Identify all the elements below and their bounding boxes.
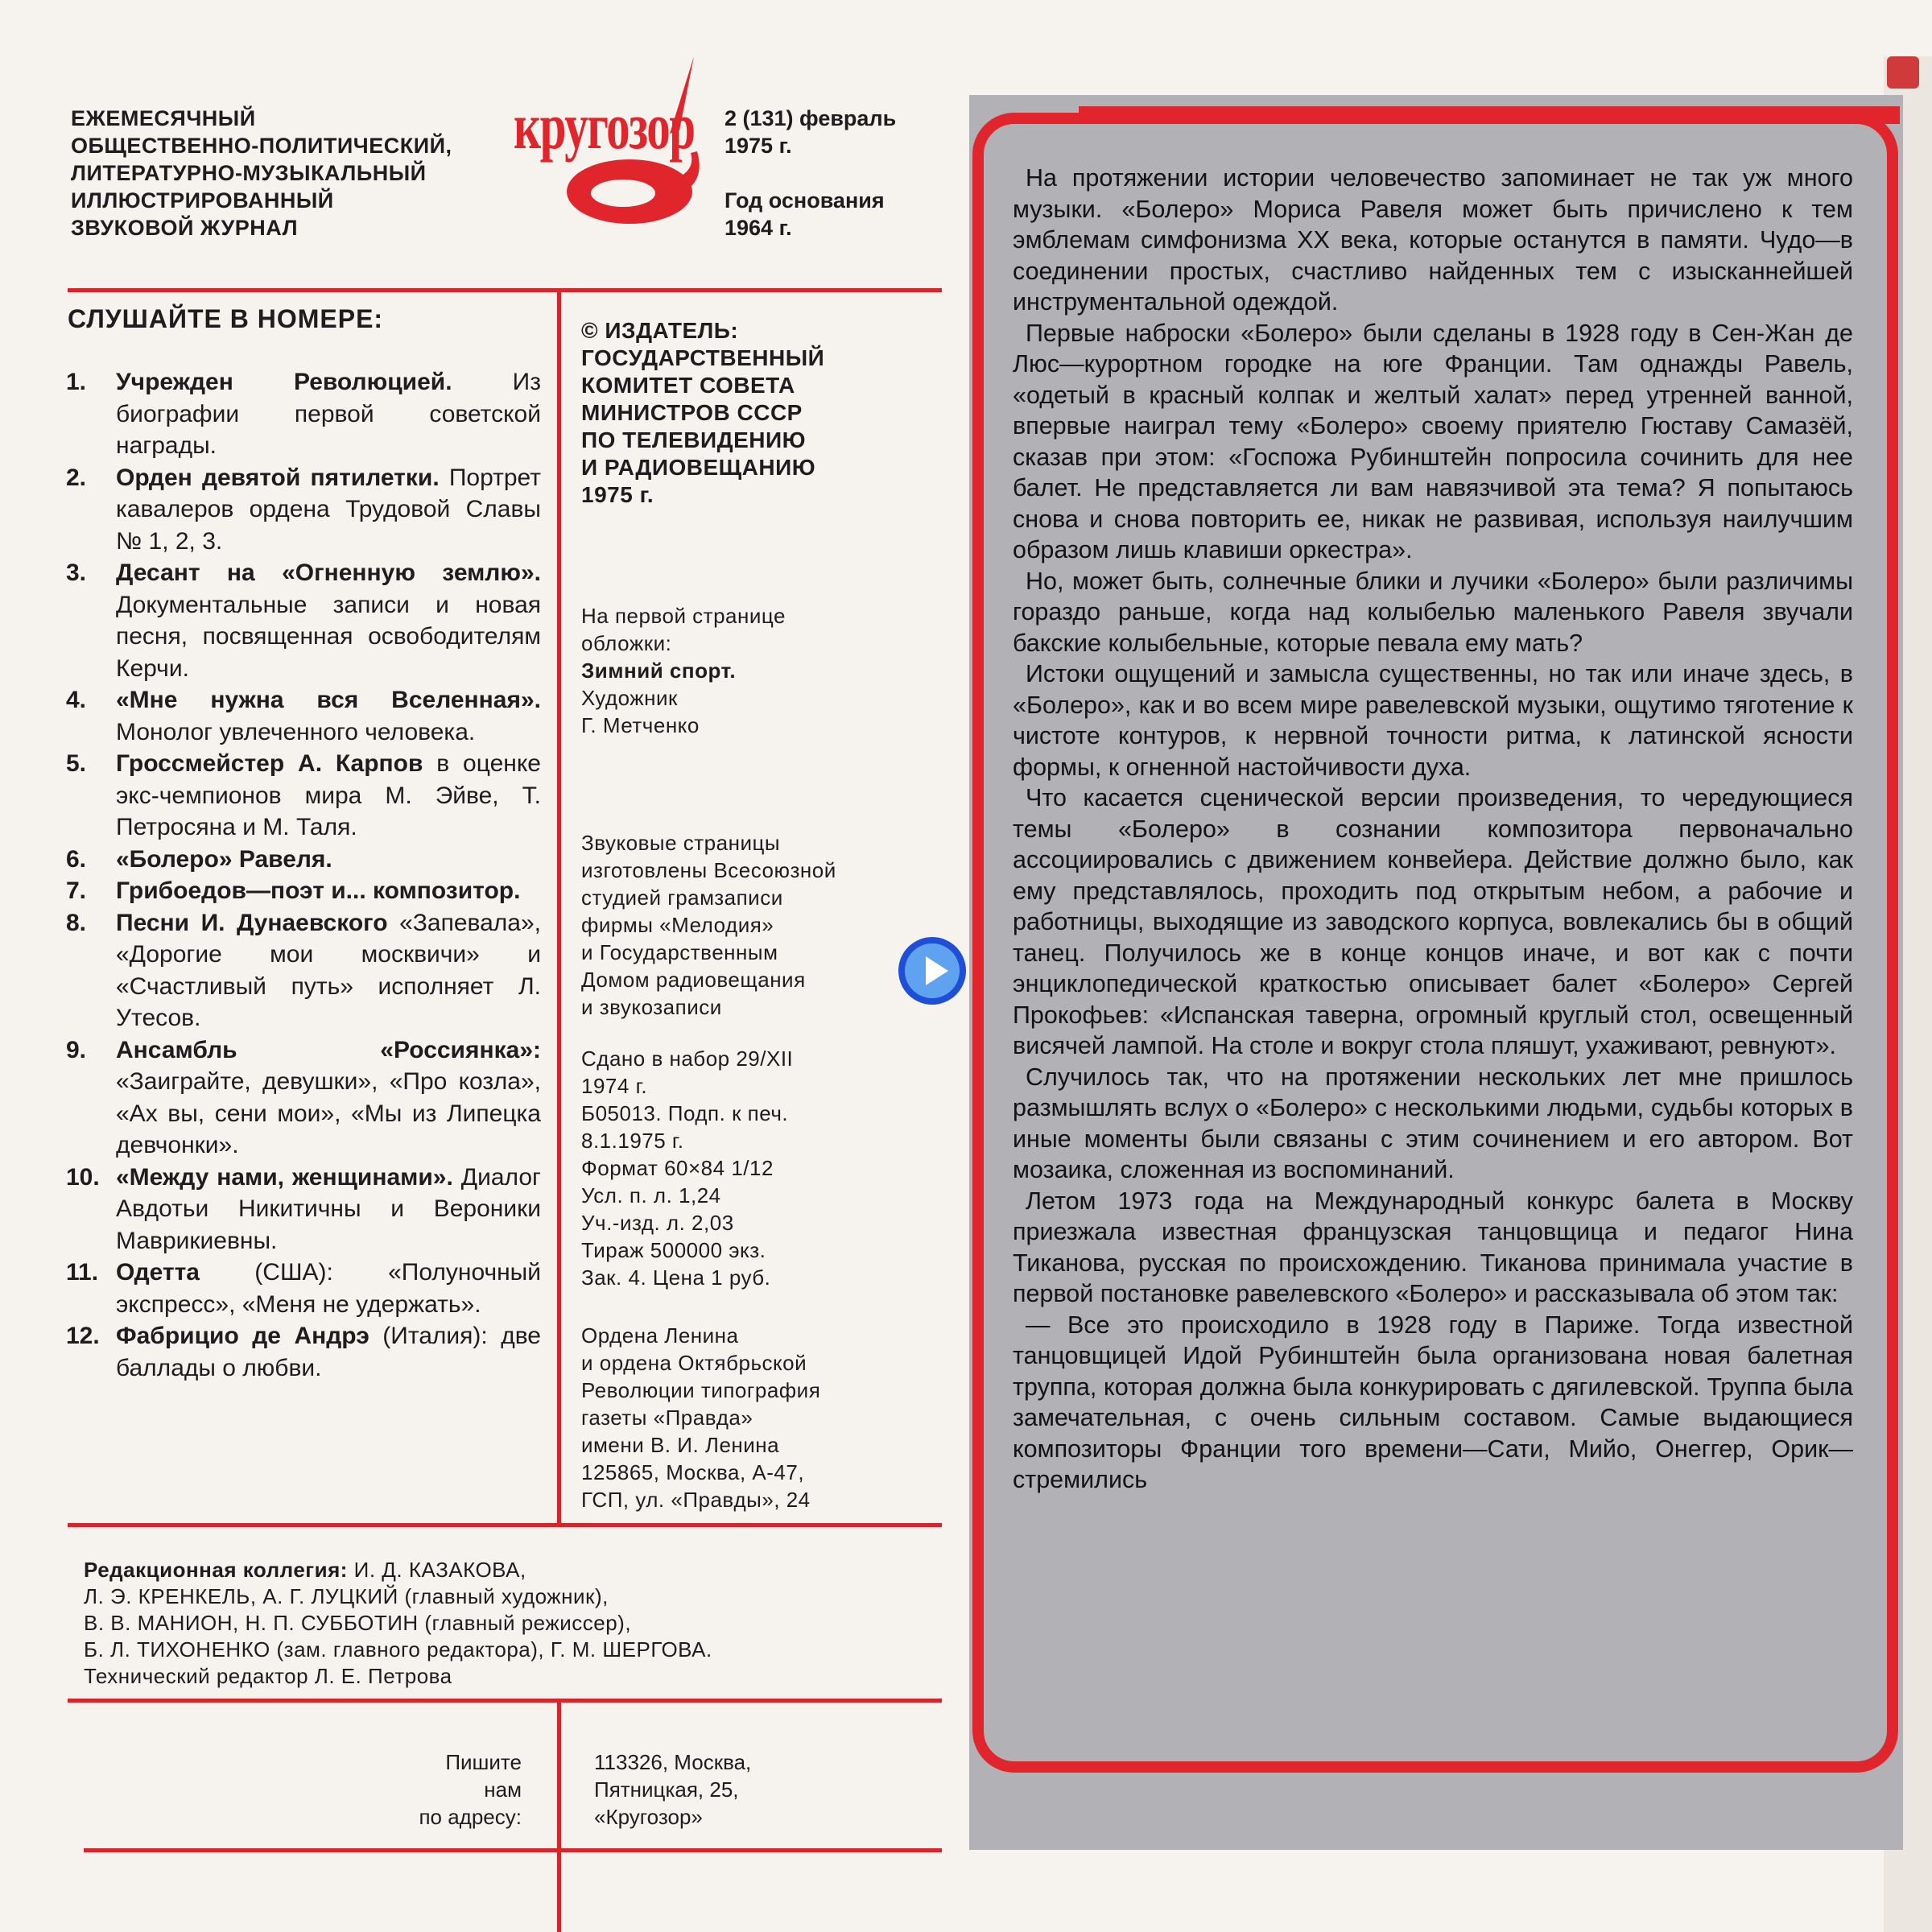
description-line: ЗВУКОВОЙ ЖУРНАЛ (71, 216, 299, 240)
address-label-line: по адресу: (419, 1805, 522, 1829)
contents-item (66, 1034, 541, 1162)
printer-line: имени В. И. Ленина (581, 1433, 780, 1457)
contents-item-text (116, 844, 541, 876)
article-paragraph: На протяжении истории человечество запоминает не так уж много музыки. «Болеро» Мориса Равеля может быть причислено к тем эмблемам симфонизма XX века, которые останутся в памяти. Чудо—в соединении простых, счастливо найденных тем с изысканнейшей инструментальной одеждой. (1013, 164, 1853, 316)
printer-line: Ордена Ленина (581, 1323, 739, 1348)
description-line: ЛИТЕРАТУРНО-МУЗЫКАЛЬНЫЙ (71, 161, 427, 185)
contents-item-title: «Мне нужна вся Вселенная». (116, 687, 541, 713)
contents-item-description: Документальные записи и новая песня, посвященная освободителям Керчи. (116, 591, 541, 682)
contents-item-number: 1. (66, 369, 87, 395)
logo-text: кругозор (514, 89, 695, 163)
publisher-line: ПО ТЕЛЕВИДЕНИЮ (581, 427, 806, 452)
contents-list (66, 366, 541, 1384)
contents-item-number: 5. (66, 750, 87, 777)
rule-board-bottom (68, 1699, 942, 1703)
contents-item-text (116, 1320, 541, 1384)
board-line: Б. Л. ТИХОНЕНКО (зам. главного редактора), Г. М. ШЕРГОВА. (84, 1637, 712, 1662)
contents-item-number: 12. (66, 1323, 100, 1349)
address-label-line: нам (484, 1777, 522, 1802)
contents-item-description: Диалог Авдотьи Никитичны и Вероники Маврикиевны. (116, 1163, 541, 1254)
publisher-line: ГОСУДАРСТВЕННЫЙ (581, 345, 825, 370)
article-text (1013, 163, 1853, 1496)
article-paragraph: Первые наброски «Болеро» были сделаны в 1928 году в Сен-Жан де Люс—курортном городке на юге Франции. Там однажды Равель, «одетый в красный колпак и желтый халат» перед утренней ванной, впервые наиграл тему «Болеро» своему приятелю Гюставу Самазёй, сказав при этом: «Госпожа Рубинштейн попросила сочинить для нее балет. Не представляется ли вам навязчивой эта тема? Я попытаюсь снова и снова повторить ее, никак не развивая, используя наилучшим образом лишь клавиши оркестра». (1013, 319, 1853, 564)
board-line: Л. Э. КРЕНКЕЛЬ, А. Г. ЛУЦКИЙ (главный художник), (84, 1584, 609, 1608)
contents-item-description: «Запевала», «Дорогие мои москвичи» и «Счастливый путь» исполняет Л. Утесов. (116, 909, 541, 1031)
article-paragraph: Случилось так, что на протяжении нескольких лет мне пришлось размышлять вслух о «Болеро» с несколькими людьми, судьбы которых в иные моменты были связаны с этим сочинением и его автором. Вот мозаика, сложенная из воспоминаний. (1013, 1063, 1853, 1183)
player-icon[interactable] (894, 932, 971, 1009)
board-line: Технический редактор Л. Е. Петрова (84, 1664, 452, 1688)
contents-item-title: Орден девятой пятилетки. (116, 464, 440, 491)
contents-item-description: Из биографии первой советской награды. (116, 369, 541, 459)
board-title: Редакционная коллегия: (84, 1558, 348, 1582)
article-paragraph: Что касается сценической версии произведения, то чередующиеся темы «Болеро» в сознании композитора первоначально ассоциировались с движением конвейера. Действие должно было, как ему представлялось, проходить под открытым небом, а рабочие и работницы, выходящие из заводского корпуса, вовлекались бы в общий танец. Получилось же в конце концов иначе, и вот как с почти энциклопедической краткостью описывает балет «Болеро» Сергей Прокофьев: «Испанская таверна, огромный круглый стол, освещенный висячей лампой. На столе и вокруг стола пляшут, ухаживают, ревнуют». (1013, 784, 1853, 1059)
contents-item (66, 557, 541, 684)
contents-item (66, 875, 541, 907)
contents-item-text (116, 875, 541, 907)
sound-line: студией грамзаписи (581, 886, 783, 910)
contents-item-text (116, 748, 541, 844)
contents-item-title: Песни И. Дунаевского (116, 909, 388, 936)
contents-item-number: 4. (66, 687, 87, 713)
publisher-line: КОМИТЕТ СОВЕТА (581, 373, 795, 398)
address (594, 1748, 884, 1831)
contents-item-title: «Между нами, женщинами». (116, 1163, 453, 1191)
contents-item-number: 6. (66, 845, 87, 873)
contents-item-number: 2. (66, 464, 87, 491)
print-line: 1974 г. (581, 1074, 648, 1098)
contents-item-text (116, 462, 541, 558)
address-line: «Кругозор» (594, 1805, 703, 1829)
contents-item-title: Грибоедов—поэт и... композитор. (116, 877, 521, 904)
issue-number: 2 (131) февраль (724, 106, 897, 130)
contents-item (66, 684, 541, 748)
address-line: Пятницкая, 25, (594, 1777, 739, 1802)
printer-line: и ордена Октябрьской (581, 1351, 807, 1375)
sound-line: фирмы «Мелодия» (581, 913, 774, 937)
rule-board-top (68, 1523, 942, 1527)
cover-caption-line: обложки: (581, 631, 672, 655)
contents-item-number: 10. (66, 1163, 100, 1191)
contents-item (66, 748, 541, 844)
cover-title: Зимний спорт. (581, 658, 737, 683)
founded-year: 1964 г. (724, 216, 792, 240)
contents-item-text (116, 1257, 541, 1320)
issue-year: 1975 г. (724, 134, 792, 158)
board-line: В. В. МАНИОН, Н. П. СУББОТИН (главный режиссер), (84, 1611, 632, 1635)
printer-line: газеты «Правда» (581, 1406, 753, 1430)
contents-item-description: Портрет кавалеров ордена Трудовой Славы № 1, 2, 3. (116, 464, 541, 555)
description-line: ЕЖЕМЕСЯЧНЫЙ (71, 106, 256, 130)
contents-item-text (116, 1162, 541, 1257)
contents-item (66, 1257, 541, 1320)
contents-item-title: Ансамбль «Россиянка»: (116, 1036, 541, 1063)
address-line: 113326, Москва, (594, 1750, 752, 1774)
contents-item-text (116, 907, 541, 1034)
contents-item-number: 11. (66, 1259, 99, 1286)
printer-info (581, 1322, 903, 1513)
contents-item-text (116, 684, 541, 748)
print-line: Формат 60×84 1/12 (581, 1156, 774, 1180)
page-edge-tab (1887, 56, 1919, 89)
contents-item-title: Одетта (116, 1259, 200, 1286)
contents-title: СЛУШАЙТЕ В НОМЕРЕ: (68, 304, 384, 333)
printer-line: 125865, Москва, А-47, (581, 1460, 805, 1484)
contents-item (66, 907, 541, 1034)
contents-item-title: Фабрицио де Андрэ (116, 1323, 369, 1349)
contents-item (66, 844, 541, 876)
print-line: Тираж 500000 экз. (581, 1238, 766, 1262)
contents-item-title: Гроссмейстер А. Карпов (116, 750, 423, 777)
article-paragraph: — Все это происходило в 1928 году в Париже. Тогда известной танцовщицей Идой Рубинштейн была организована новая балетная труппа, которая должна была конкурировать с дягилевской. Труппа была замечательная, с очень сильным составом. Самые выдающиеся композиторы Франции того времени—Сати, Мийо, Онеггер, Орик—стремились (1013, 1311, 1853, 1493)
contents-item-number: 9. (66, 1036, 87, 1063)
description-line: ИЛЛЮСТРИРОВАННЫЙ (71, 188, 334, 213)
article-paragraph: Летом 1973 года на Международный конкурс балета в Москву приезжала известная французская танцовщица и педагог Нина Тиканова, русская по происхождению. Тиканова принимала участие в первой постановке равелевского «Болеро» и рассказывала об этом так: (1013, 1187, 1853, 1307)
issue-info (724, 105, 942, 159)
board-first-line (84, 1557, 937, 1583)
contents-item-description: (США): «Полуночный экспресс», «Меня не удержать». (116, 1259, 541, 1318)
magazine-description (71, 105, 522, 242)
article-paragraph: Но, может быть, солнечные блики и лучики «Болеро» были различимы гораздо раньше, когда над колыбелью маленького Равеля звучали бакские колыбельные, которые певала ему мать? (1013, 567, 1853, 657)
cover-artist-line: Художник (581, 686, 678, 710)
contents-item-number: 3. (66, 559, 87, 586)
sound-line: и звукозаписи (581, 995, 722, 1019)
contents-item-number: 8. (66, 909, 87, 936)
sound-line: изготовлены Всесоюзной (581, 858, 836, 882)
print-line: Сдано в набор 29/XII (581, 1046, 794, 1071)
print-line: Б05013. Подп. к печ. (581, 1101, 789, 1125)
contents-item-text (116, 557, 541, 684)
rule-address-divider (557, 1699, 561, 1932)
contents-item-number: 7. (66, 877, 87, 904)
sound-pages-info (581, 829, 903, 1021)
founded-info (724, 187, 926, 242)
publisher-line: МИНИСТРОВ СССР (581, 400, 803, 425)
rule-address-bottom (84, 1848, 942, 1852)
contents-item-description: в оценке экс-чемпионов мира М. Эйве, Т. Петросяна и М. Таля. (116, 750, 541, 840)
cover-artist-line: Г. Метченко (581, 713, 700, 737)
contents-item (66, 1162, 541, 1257)
founded-label: Год основания (724, 188, 885, 213)
sound-line: Домом радиовещания (581, 968, 806, 992)
print-info (581, 1045, 903, 1291)
sound-line: и Государственным (581, 940, 778, 964)
print-line: Уч.-изд. л. 2,03 (581, 1211, 734, 1235)
publisher-line: И РАДИОВЕЩАНИЮ (581, 455, 816, 480)
publisher-block (581, 317, 903, 509)
cover-caption-line: На первой странице (581, 604, 786, 628)
article-paragraph: Истоки ощущений и замысла существенны, но так или иначе здесь, в «Болеро», как и во всем мире равелевской музыки, ощутимо тяготение к чистоте контуров, к нервной точности ритма, к латинской ясности формы, к огненной настойчивости духа. (1013, 660, 1853, 781)
rule-column-divider (557, 288, 561, 1523)
printer-line: Революции типография (581, 1378, 821, 1402)
description-line: ОБЩЕСТВЕННО-ПОЛИТИЧЕСКИЙ, (71, 134, 452, 158)
address-label (354, 1748, 522, 1831)
contents-item-description: «Заиграйте, девушки», «Про козла», «Ах вы, сени мои», «Мы из Липецка девчонки». (116, 1068, 541, 1158)
contents-item-title: «Болеро» Равеля. (116, 845, 332, 873)
cover-caption (581, 602, 903, 739)
publisher-line: 1975 г. (581, 482, 654, 507)
print-line: Зак. 4. Цена 1 руб. (581, 1265, 771, 1290)
publisher-line: © ИЗДАТЕЛЬ: (581, 318, 739, 343)
board-first-member: И. Д. КАЗАКОВА, (347, 1558, 526, 1582)
address-label-line: Пишите (445, 1750, 522, 1774)
print-line: 8.1.1975 г. (581, 1129, 684, 1153)
contents-item-text (116, 1034, 541, 1162)
contents-item-description: (Италия): две баллады о любви. (116, 1323, 541, 1381)
contents-item (66, 1320, 541, 1384)
rule-top (68, 288, 942, 292)
contents-item-description: Монолог увлеченного человека. (116, 718, 476, 745)
print-line: Усл. п. л. 1,24 (581, 1183, 721, 1208)
editorial-board (84, 1557, 937, 1690)
contents-item (66, 366, 541, 462)
contents-item-title: Учрежден Революцией. (116, 369, 452, 395)
printer-line: ГСП, ул. «Правды», 24 (581, 1488, 811, 1512)
contents-item-title: Десант на «Огненную землю». (116, 559, 541, 586)
sound-line: Звуковые страницы (581, 831, 781, 855)
contents-item (66, 462, 541, 558)
contents-item-text (116, 366, 541, 462)
